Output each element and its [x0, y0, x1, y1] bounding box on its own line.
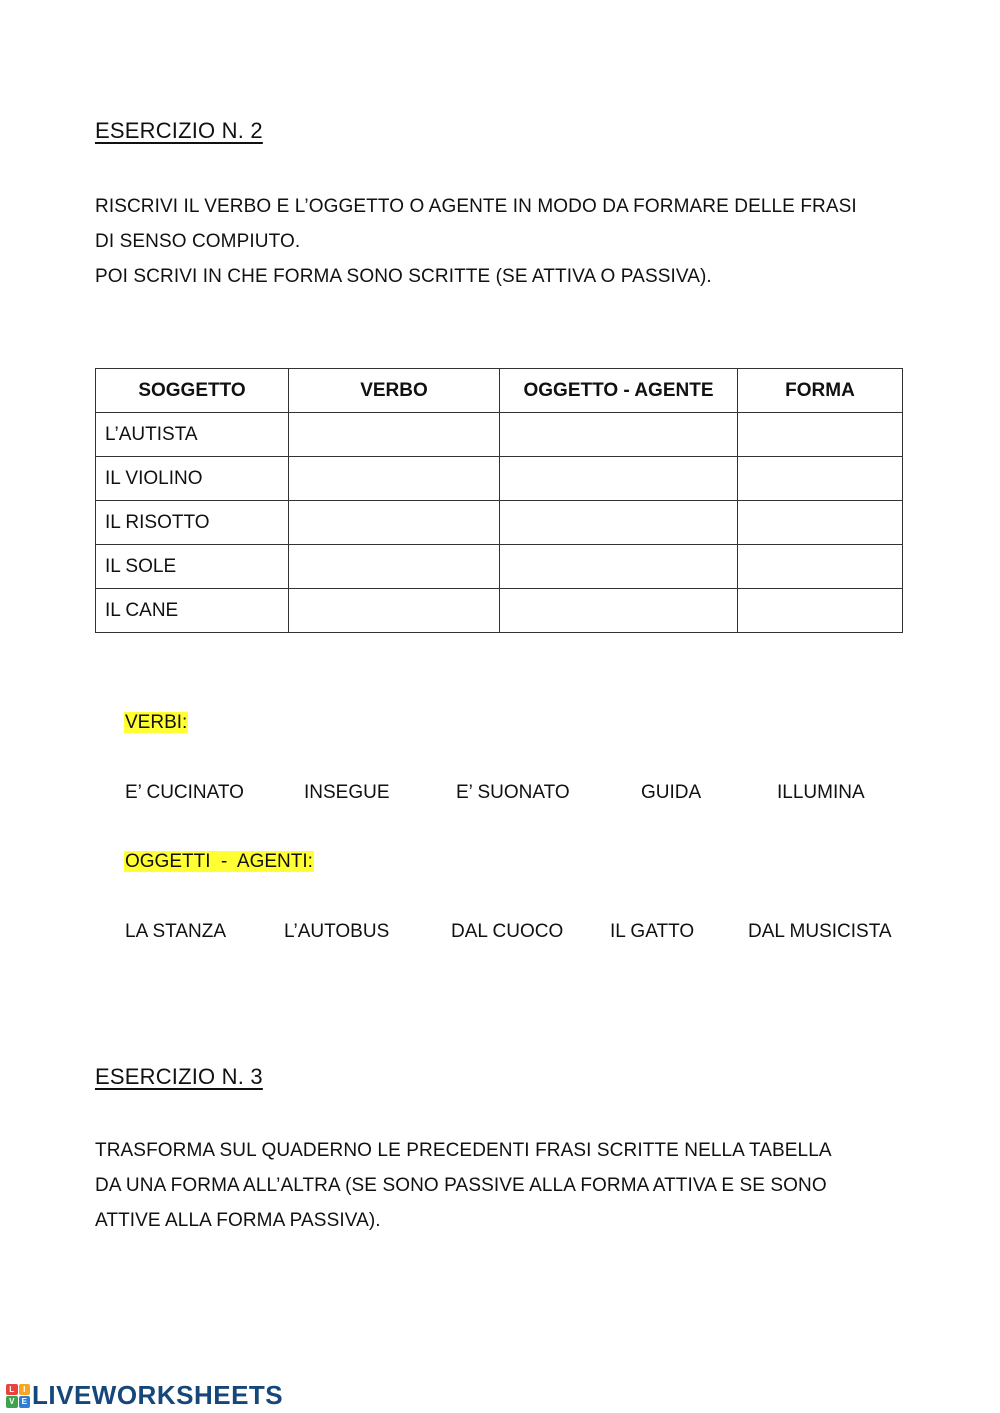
logo-text: LIVEWORKSHEETS — [32, 1380, 284, 1410]
word-bank-item[interactable]: L’AUTOBUS — [284, 921, 390, 942]
word-bank-item[interactable]: E’ SUONATO — [456, 782, 570, 803]
logo-letter: V — [6, 1396, 18, 1408]
logo-letter: E — [19, 1396, 31, 1408]
verbs-label-wrap — [124, 712, 188, 734]
cell-soggetto: L’AUTISTA — [96, 413, 289, 457]
cell-oggetto-agente-input[interactable] — [500, 457, 738, 501]
table-row — [96, 413, 903, 457]
header-soggetto: SOGGETTO — [96, 369, 289, 413]
instruction-line: ATTIVE ALLA FORMA PASSIVA). — [95, 1210, 381, 1231]
cell-soggetto: IL RISOTTO — [96, 501, 289, 545]
cell-oggetto-agente-input[interactable] — [500, 413, 738, 457]
word-bank-item[interactable]: DAL MUSICISTA — [748, 921, 892, 942]
verbs-label: VERBI: — [125, 712, 188, 733]
word-bank-item[interactable]: GUIDA — [641, 782, 702, 803]
instruction-line: RISCRIVI IL VERBO E L’OGGETTO O AGENTE IN MODO DA FORMARE DELLE FRASI — [95, 196, 857, 217]
cell-forma-input[interactable] — [738, 589, 903, 633]
instruction-line: DI SENSO COMPIUTO. — [95, 231, 301, 252]
table-row — [96, 589, 903, 633]
cell-verbo-input[interactable] — [289, 501, 500, 545]
cell-forma-input[interactable] — [738, 545, 903, 589]
cell-soggetto: IL SOLE — [96, 545, 289, 589]
cell-verbo-input[interactable] — [289, 589, 500, 633]
word-bank-item[interactable]: E’ CUCINATO — [125, 782, 244, 803]
instruction-line: POI SCRIVI IN CHE FORMA SONO SCRITTE (SE ATTIVA O PASSIVA). — [95, 266, 712, 287]
word-bank-item[interactable]: ILLUMINA — [777, 782, 865, 803]
table-row — [96, 545, 903, 589]
header-oggetto-agente: OGGETTO - AGENTE — [500, 369, 738, 413]
answer-table — [95, 368, 903, 633]
instruction-line: TRASFORMA SUL QUADERNO LE PRECEDENTI FRASI SCRITTE NELLA TABELLA — [95, 1140, 832, 1161]
cell-oggetto-agente-input[interactable] — [500, 589, 738, 633]
word-bank-item[interactable]: LA STANZA — [125, 921, 227, 942]
logo-letter: L — [6, 1384, 18, 1396]
cell-forma-input[interactable] — [738, 413, 903, 457]
table-row — [96, 457, 903, 501]
cell-verbo-input[interactable] — [289, 545, 500, 589]
table-header-row — [96, 369, 903, 413]
liveworksheets-logo[interactable] — [6, 1380, 283, 1411]
header-verbo: VERBO — [289, 369, 500, 413]
cell-verbo-input[interactable] — [289, 413, 500, 457]
objects-label-wrap — [124, 851, 314, 873]
exercise-2-instructions — [95, 189, 925, 294]
cell-forma-input[interactable] — [738, 457, 903, 501]
cell-forma-input[interactable] — [738, 501, 903, 545]
word-bank-item[interactable]: DAL CUOCO — [451, 921, 564, 942]
cell-soggetto: IL CANE — [96, 589, 289, 633]
exercise-3-instructions — [95, 1133, 925, 1238]
cell-soggetto: IL VIOLINO — [96, 457, 289, 501]
cell-oggetto-agente-input[interactable] — [500, 501, 738, 545]
header-forma: FORMA — [738, 369, 903, 413]
exercise-3-title: ESERCIZIO N. 3 — [95, 1064, 263, 1089]
cell-oggetto-agente-input[interactable] — [500, 545, 738, 589]
instruction-line: DA UNA FORMA ALL’ALTRA (SE SONO PASSIVE ALLA FORMA ATTIVA E SE SONO — [95, 1175, 827, 1196]
logo-letter: I — [19, 1384, 31, 1396]
cell-verbo-input[interactable] — [289, 457, 500, 501]
exercise-2-title: ESERCIZIO N. 2 — [95, 118, 263, 143]
word-bank-item[interactable]: INSEGUE — [304, 782, 390, 803]
liveworksheets-grid-icon — [6, 1384, 30, 1408]
word-bank-item[interactable]: IL GATTO — [610, 921, 695, 942]
table-row — [96, 501, 903, 545]
objects-label: OGGETTI - AGENTI: — [125, 851, 313, 872]
